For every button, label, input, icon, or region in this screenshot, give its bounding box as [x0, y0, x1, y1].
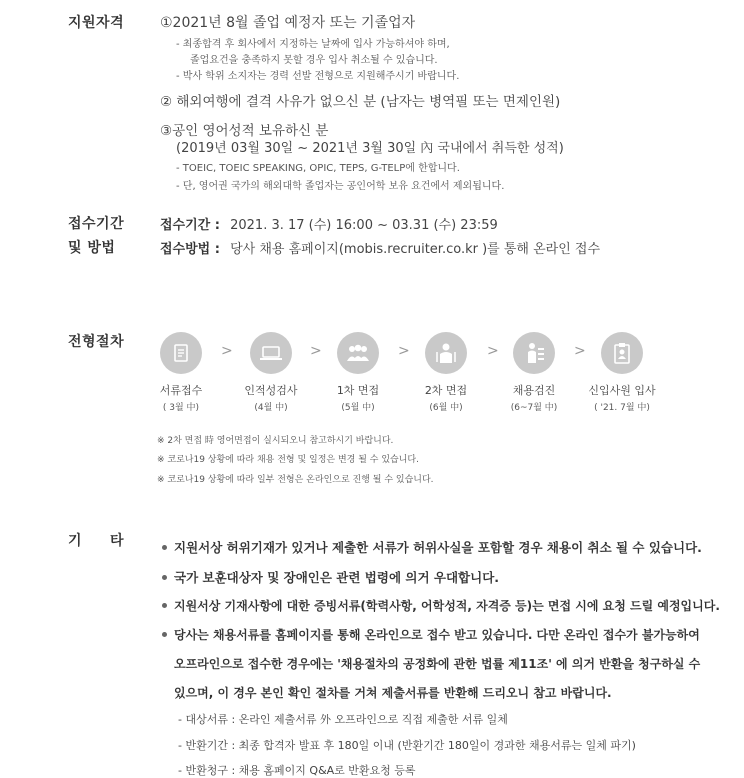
process-step-name: 2차 면접: [424, 384, 468, 397]
process-note: ※ 코로나19 상황에 따라 일부 전형은 온라인으로 진행 될 수 있습니다.: [157, 475, 434, 485]
chevron-right-icon: >: [398, 343, 410, 359]
qualification-item-3-note: - 단, 영어권 국가의 해외대학 졸업자는 공인어학 보유 요건에서 제외됩니다.: [176, 181, 505, 192]
etc-bullet: [162, 538, 702, 556]
application-period-label: 접수기간 :: [160, 218, 220, 233]
process-heading: 전형절차: [68, 334, 125, 350]
application-method-value: 당사 채용 홈페이지(mobis.recruiter.co.kr )를 통해 온라인 접수: [230, 242, 601, 257]
bullet-icon: [162, 603, 167, 608]
qualification-item-3-note: - TOEIC, TOEIC SPEAKING, OPIC, TEPS, G-TELP에 한합니다.: [176, 163, 460, 174]
qualification-item-1-note: - 박사 학위 소지자는 경력 선발 전형으로 지원해주시기 바랍니다.: [176, 71, 460, 82]
etc-bullet: [162, 626, 700, 643]
bullet-icon: [162, 575, 167, 580]
process-step-name: 1차 면접: [336, 384, 380, 397]
process-step: [489, 332, 579, 413]
etc-bullet-continuation: 오프라인으로 접수한 경우에는 '채용절차의 공정화에 관한 법률 제11조' 에 의거 반환을 청구하실 수: [174, 657, 701, 671]
etc-bullet: [162, 568, 499, 586]
application-heading: 및 방법: [68, 240, 116, 256]
etc-sub-item: - 반환기간 : 최종 합격자 발표 후 180일 이내 (반환기간 180일이 경과한 채용서류는 일체 파기): [178, 739, 636, 752]
application-heading: 접수기간: [68, 216, 125, 232]
process-step: [136, 332, 226, 413]
etc-bullet-text: 지원서상 기재사항에 대한 증빙서류(학력사항, 어학성적, 자격증 등)는 면접 시에 요청 드릴 예정입니다.: [174, 599, 720, 613]
process-step-date: (5월 中): [341, 403, 375, 413]
etc-sub-item: - 반환청구 : 채용 홈페이지 Q&A로 반환요청 등록: [178, 764, 416, 777]
qualification-item-3: ③공인 영어성적 보유하신 분: [160, 123, 329, 139]
process-step: [226, 332, 316, 413]
document-icon: [160, 332, 202, 374]
process-step-name: 인적성검사: [244, 384, 298, 397]
etc-heading: 타: [110, 533, 125, 549]
chevron-right-icon: >: [487, 343, 499, 359]
qualification-item-1-note: 졸업요건을 충족하지 못할 경우 입사 취소될 수 있습니다.: [190, 55, 438, 66]
group-interview-icon: [337, 332, 379, 374]
etc-bullet-text: 지원서상 허위기재가 있거나 제출한 서류가 허위사실을 포함할 경우 채용이 취소 될 수 있습니다.: [174, 540, 702, 555]
qualification-item-1: ①2021년 8월 졸업 예정자 또는 기졸업자: [160, 15, 416, 31]
process-step-name: 서류접수: [159, 384, 203, 397]
process-step-name: 채용검진: [512, 384, 556, 397]
qualification-item-3-period: (2019년 03월 30일 ~ 2021년 3월 30일 內 국내에서 취득한 성적): [176, 141, 564, 156]
bullet-icon: [162, 545, 167, 550]
process-step: [577, 332, 667, 413]
process-step-date: (6월 中): [429, 403, 463, 413]
process-step: [313, 332, 403, 413]
process-step-date: ( '21. 7월 中): [594, 403, 650, 413]
process-step-name: 신입사원 입사: [588, 384, 656, 397]
application-method-label: 접수방법 :: [160, 242, 220, 257]
process-step-date: (6~7월 中): [510, 403, 558, 413]
etc-bullet-text: 국가 보훈대상자 및 장애인은 관련 법령에 의거 우대합니다.: [174, 570, 500, 585]
process-note: ※ 2차 면접 時 영어면접이 실시되오니 참고하시기 바랍니다.: [157, 436, 394, 446]
laptop-icon: [250, 332, 292, 374]
etc-heading: 기: [68, 533, 83, 549]
chevron-right-icon: >: [221, 343, 233, 359]
qualification-item-2: ② 해외여행에 결격 사유가 없으신 분 (남자는 병역필 또는 면제인원): [160, 94, 561, 110]
health-check-icon: [513, 332, 555, 374]
process-note: ※ 코로나19 상황에 따라 채용 전형 및 일정은 변경 될 수 있습니다.: [157, 455, 419, 465]
etc-bullet-continuation: 있으며, 이 경우 본인 확인 절차를 거쳐 제출서류를 반환해 드리오니 참고 바랍니다.: [174, 686, 612, 700]
process-step-date: ( 3월 中): [162, 403, 200, 413]
etc-bullet-text: 당사는 채용서류를 홈페이지를 통해 온라인으로 접수 받고 있습니다. 다만 온라인 접수가 불가능하여: [174, 628, 700, 642]
person-interview-icon: [425, 332, 467, 374]
chevron-right-icon: >: [574, 343, 586, 359]
badge-icon: [601, 332, 643, 374]
qualification-heading: 지원자격: [68, 15, 125, 31]
application-method: [160, 238, 600, 257]
application-period-value: 2021. 3. 17 (수) 16:00 ~ 03.31 (수) 23:59: [230, 218, 498, 233]
chevron-right-icon: >: [310, 343, 322, 359]
qualification-item-1-note: - 최종합격 후 회사에서 지정하는 날짜에 입사 가능하셔야 하며,: [176, 39, 450, 50]
process-step: [401, 332, 491, 413]
application-period: [160, 214, 498, 233]
etc-bullet: [162, 597, 720, 614]
process-step-date: (4월 中): [254, 403, 288, 413]
bullet-icon: [162, 632, 167, 637]
etc-sub-item: - 대상서류 : 온라인 제출서류 外 오프라인으로 직접 제출한 서류 일체: [178, 713, 508, 726]
